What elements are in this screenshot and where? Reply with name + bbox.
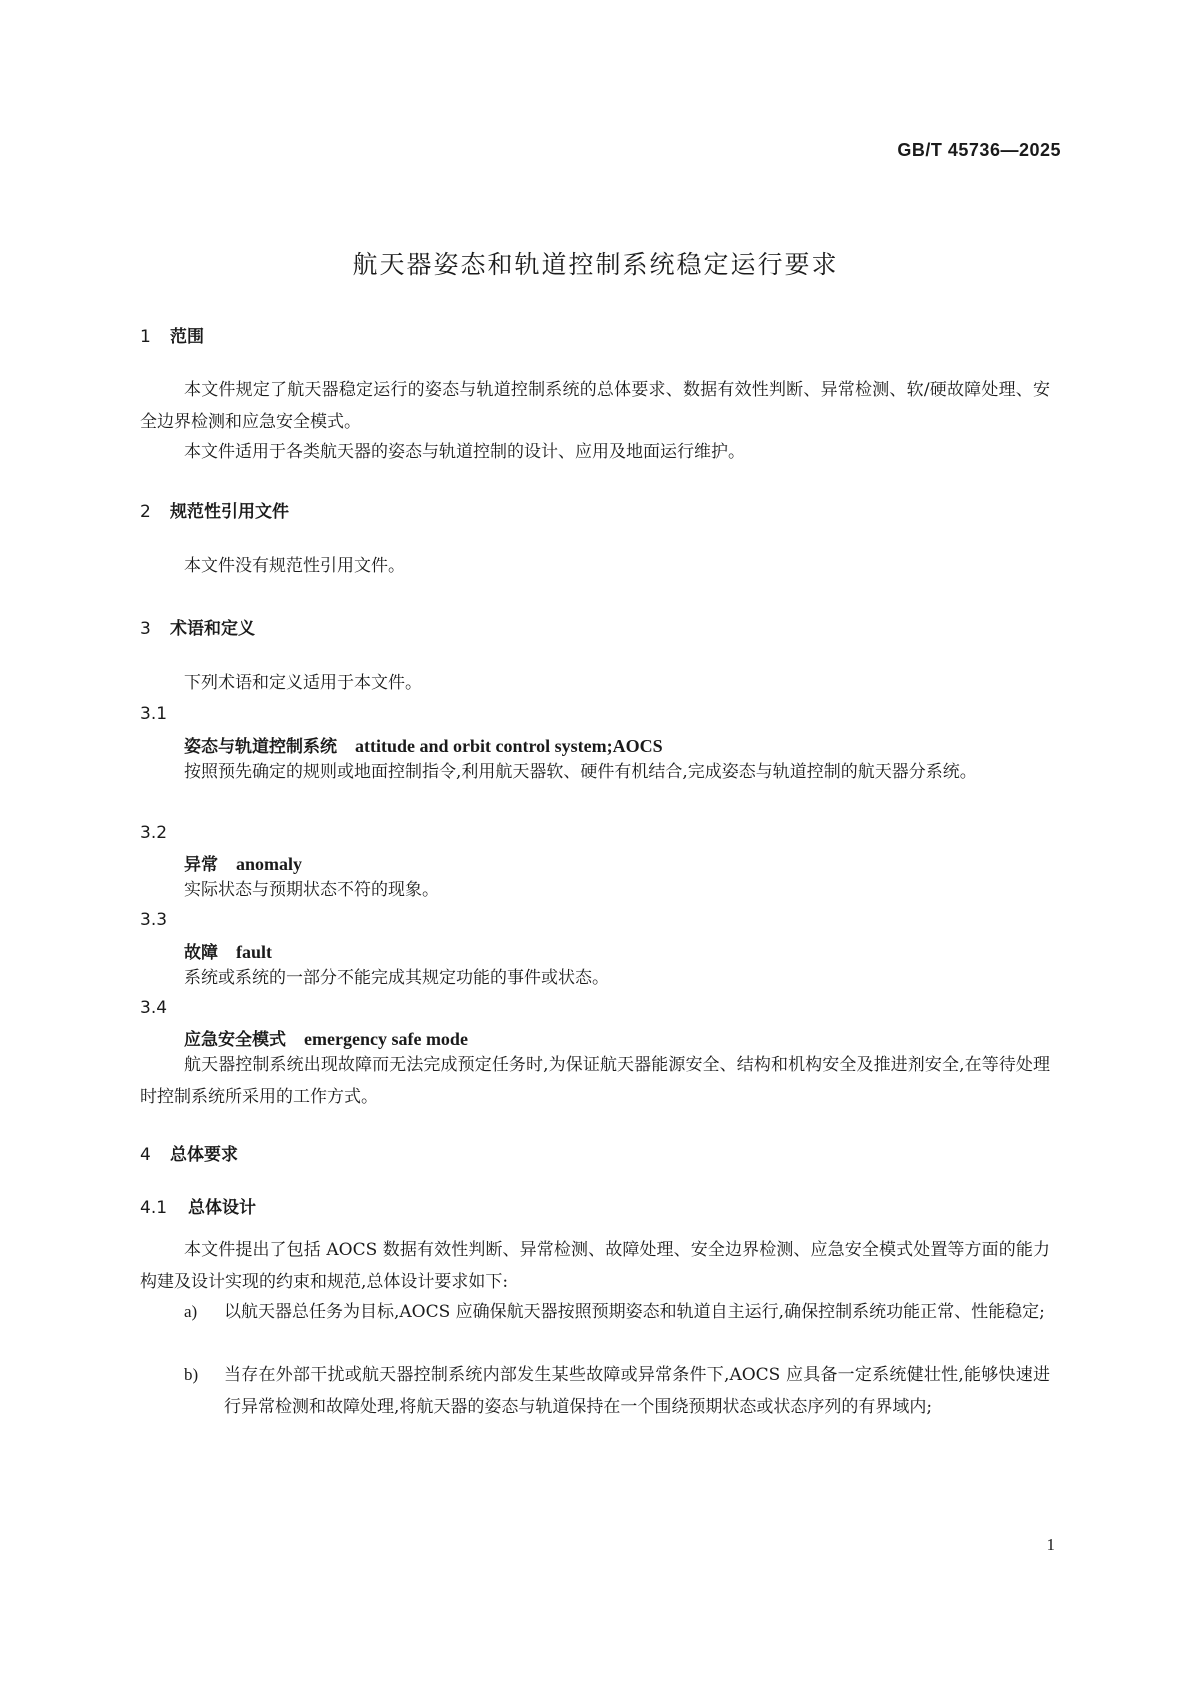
term-definition: 实际状态与预期状态不符的现象。: [184, 880, 439, 900]
section-title: 范围: [170, 327, 204, 347]
term-definition: 系统或系统的一部分不能完成其规定功能的事件或状态。: [184, 968, 609, 988]
section-4-heading: [140, 1140, 238, 1165]
section-1-heading: [140, 322, 204, 347]
subsection-number: 4.1: [140, 1198, 168, 1218]
term-entry: [184, 850, 302, 875]
term-number: 3.4: [140, 998, 168, 1018]
normative-references-paragraph: 本文件没有规范性引用文件。: [184, 556, 405, 576]
term-en: fault: [236, 942, 272, 962]
list-item-text: 当存在外部干扰或航天器控制系统内部发生某些故障或异常条件下,AOCS 应具备一定系统健壮性,能够快速进行异常检测和故障处理,将航天器的姿态与轨道保持在一个围绕预期状态或状态序列的有界域内;: [224, 1365, 1050, 1417]
page-number: 1: [1046, 1535, 1055, 1554]
section-title: 规范性引用文件: [170, 502, 289, 522]
scope-paragraph-1: 本文件规定了航天器稳定运行的姿态与轨道控制系统的总体要求、数据有效性判断、异常检测、软/硬故障处理、安全边界检测和应急安全模式。: [140, 380, 1050, 432]
section-title: 总体要求: [170, 1145, 238, 1165]
section-number: 3: [140, 619, 151, 639]
subsection-title: 总体设计: [188, 1198, 256, 1218]
term-zh: 异常: [184, 855, 218, 875]
term-entry: [184, 1025, 468, 1050]
general-design-paragraph: 本文件提出了包括 AOCS 数据有效性判断、异常检测、故障处理、安全边界检测、应急安全模式处置等方面的能力构建及设计实现的约束和规范,总体设计要求如下:: [140, 1240, 1050, 1292]
section-number: 4: [140, 1145, 151, 1165]
section-number: 1: [140, 327, 151, 347]
standard-code: GB/T 45736—2025: [897, 140, 1061, 160]
list-item-text: 以航天器总任务为目标,AOCS 应确保航天器按照预期姿态和轨道自主运行,确保控制系统功能正常、性能稳定;: [224, 1302, 1045, 1322]
term-en: attitude and orbit control system;AOCS: [355, 736, 663, 756]
term-en: anomaly: [236, 854, 303, 874]
document-title: 航天器姿态和轨道控制系统稳定运行要求: [352, 250, 839, 279]
terms-intro-paragraph: 下列术语和定义适用于本文件。: [184, 673, 422, 693]
scope-paragraph-2: 本文件适用于各类航天器的姿态与轨道控制的设计、应用及地面运行维护。: [184, 442, 745, 462]
term-en: emergency safe mode: [304, 1029, 468, 1049]
list-item-a: [184, 1296, 1050, 1328]
term-zh: 应急安全模式: [184, 1030, 286, 1050]
term-entry: [184, 938, 272, 963]
subsection-4-1-heading: [140, 1193, 256, 1218]
section-title: 术语和定义: [170, 619, 255, 639]
term-entry: [184, 732, 663, 757]
section-3-heading: [140, 614, 255, 639]
term-number: 3.3: [140, 910, 168, 930]
list-item-label: b): [184, 1365, 199, 1384]
term-zh: 故障: [184, 943, 218, 963]
section-2-heading: [140, 497, 289, 522]
term-definition: 按照预先确定的规则或地面控制指令,利用航天器软、硬件有机结合,完成姿态与轨道控制的航天器分系统。: [184, 762, 977, 782]
term-zh: 姿态与轨道控制系统: [184, 737, 337, 757]
section-number: 2: [140, 502, 151, 522]
list-item-label: a): [184, 1302, 198, 1321]
list-item-b: [184, 1359, 1050, 1423]
term-definition: 航天器控制系统出现故障而无法完成预定任务时,为保证航天器能源安全、结构和机构安全及推进剂安全,在等待处理时控制系统所采用的工作方式。: [140, 1055, 1050, 1107]
term-number: 3.2: [140, 823, 168, 843]
term-number: 3.1: [140, 704, 168, 724]
